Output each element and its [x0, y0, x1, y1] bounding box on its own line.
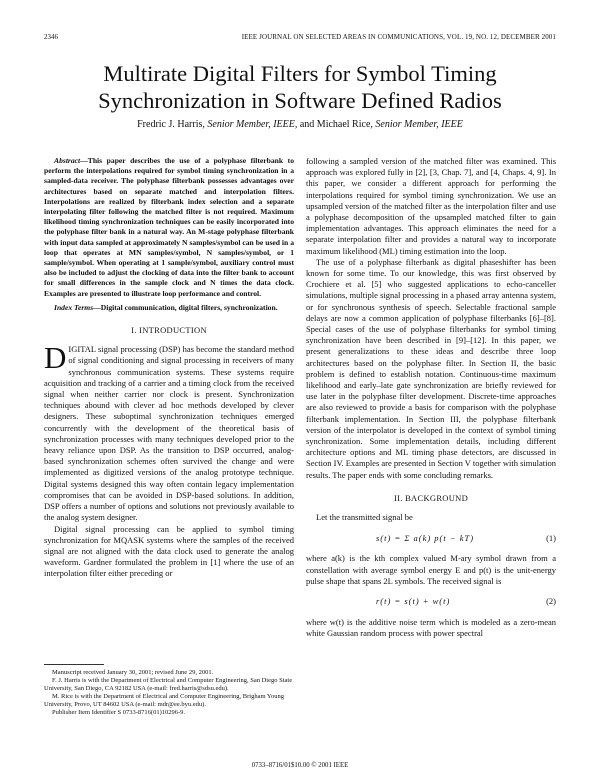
journal-name: IEEE JOURNAL ON SELECTED AREAS IN COMMUNICATIONS, VOL. 19, NO. 12, DECEMBER 2001 [241, 33, 556, 41]
intro-paragraph-2: Digital signal processing can be applied to symbol timing synchronization for MQASK systems where the samples of the received signal are not aligned with the data clock used to generate the analog waveform. Gardner formulated the problem in [1] where the use of an interpolation filter either preceding or [44, 523, 294, 579]
left-column [44, 156, 294, 580]
equation-2 [306, 591, 556, 613]
intro-paragraph-1-text: IGITAL signal processing (DSP) has become the standard method of signal conditioning and signal processing in receivers of many synchronous communication systems. These systems require acquisition and tracking of a carrier and a timing clock from the received signal when neither carrier nor clock is present. Synchronization techniques abound with clever ad hoc methods developed by clever designers. These suboptimal synchronization techniques emerged concurrently with the development of the theoretical basis of synchronization processes with many techniques developed prior to the heavy reliance upon DSP. As the transition to DSP occurred, analog-based synchronization schemes often survived the change and were implemented as digitized versions of the analog prototype technique. Digital systems designed this way often contain legacy implementation compromises that can be avoided in DSP-based solutions. In addition, DSP offers a number of options and solutions not previously available to the analog system designer. [44, 344, 294, 523]
right-paragraph-3: Let the transmitted signal be [316, 512, 413, 523]
author-1: Fredric J. Harris, [137, 119, 205, 130]
author-1-role: Senior Member, IEEE, [207, 119, 298, 130]
title-line-1: Multirate Digital Filters for Symbol Timing [103, 61, 497, 86]
section-heading-introduction: I. INTRODUCTION [131, 325, 207, 336]
page-number: 2346 [44, 33, 58, 41]
abstract [44, 156, 294, 313]
equation-1-number: (1) [546, 532, 556, 543]
section-heading-background: II. BACKGROUND [393, 492, 469, 503]
equation-1-body: s(t) = Σ a(k) p(t − kT) [376, 532, 475, 543]
author-2: and Michael Rice, [299, 119, 373, 130]
equation-1 [306, 527, 556, 549]
right-paragraph-4: where a(k) is the kth complex valued M-ary symbol drawn from a constellation with average symbol energy E and p(t) is the unit-energy pulse shape that spans 2L symbols. The received signal is [306, 553, 556, 586]
right-paragraph-5: where w(t) is the additive noise term which is modeled as a zero-mean white Gaussian random process with power spectral [306, 616, 556, 639]
footnote-4: Publisher Item Identifier S 0733-8716(01)10296-9. [52, 709, 186, 717]
running-header [44, 33, 556, 45]
authors [40, 119, 560, 130]
abstract-label: Abstract [54, 156, 81, 165]
index-terms-label: Index Terms [54, 302, 94, 312]
intro-paragraph-1 [44, 340, 294, 523]
footnote-3: M. Rice is with the Department of Electrical and Computer Engineering, Brigham Young University, Provo, UT 84602 USA (e-mail: mdr@ee.byu.edu). [44, 693, 284, 709]
abstract-text: —This paper describes the use of a polyphase filterbank to perform the interpolations required for symbol timing synchronization in a sampled-data receiver. The polyphase filterbank possesses advantages over architectures based on separate matched and interpolation filters. Interpolations are realized by filterbank index selection and a separate interpolating filter following the matched filter is not required. Maximum likelihood timing synchronization techniques can be easily incorporated into the polyphase filter bank in a natural way. An M-stage polyphase filterbank with input data sampled at approximately N samples/symbol can be used in a loop that operates at MN samples/symbol, N samples/symbol, or 1 sample/symbol. When operating at 1 sample/symbol, auxiliary control must also be included to adjust the clocking of data into the filter bank to account for small differences in the sample clock and N times the data clock. Examples are presented to illustrate loop performance and control. [44, 156, 294, 298]
author-2-role: Senior Member, IEEE [375, 119, 463, 130]
right-column [306, 156, 556, 639]
index-terms-text: —Digital communication, digital filters, synchronization. [93, 302, 278, 312]
copyright-footer: 0733–8716/01$10.00 © 2001 IEEE [251, 762, 349, 769]
footnote-rule [44, 664, 104, 665]
footnotes [44, 664, 294, 718]
paper-title [40, 60, 560, 114]
right-paragraph-2: The use of a polyphase filterbank as digital phaseshifter has been known for some time. To our knowledge, this was first observed by Crochiere et al. [5] who suggested applications to echo-canceller simulations, multiple signal processing in a phased array antenna system, or for synchronous synthesis of speech. Selectable fractional sample delays are now a common application of polyphase filterbanks [6]–[8]. Special cases of the use of polyphase filterbanks for symbol timing synchronization have been described in [9]–[12]. In this paper, we present generalizations to these ideas and describe three loop architectures based on the polyphase filter. In Section II, the basic problem is defined to establish notation. Continuous-time maximum likelihood and early–late gate synchronization are briefly reviewed for use later in the polyphase filter development. Discrete-time approaches are also reviewed to provide a basis for comparison with the polyphase filterbank implementation. In Section III, the polyphase filterbank version of the interpolator is developed in the context of symbol timing synchronization. Some implementation details, including different architecture options and ML timing phase detectors, are discussed in Section IV. Examples are presented in Section V together with simulation results. The paper ends with some concluding remarks. [306, 256, 556, 480]
title-line-2: Synchronization in Software Defined Radios [98, 88, 502, 113]
equation-2-number: (2) [546, 596, 556, 607]
footnote-2: F. J. Harris is with the Department of Electrical and Computer Engineering, San Diego State University, San Diego, CA 92182 USA (e-mail: fred.harris@sdsu.edu). [44, 677, 293, 693]
drop-cap: D [44, 340, 67, 376]
footnote-1: Manuscript received January 30, 2001; revised June 29, 2001. [52, 669, 214, 676]
equation-2-body: r(t) = s(t) + w(t) [376, 596, 451, 607]
right-paragraph-1: following a sampled version of the matched filter was examined. This approach was explored fully in [2], [3, Chap. 7], and [4, Chaps. 4, 9]. In this paper, we consider a different approach for performing the interpolations required for symbol timing synchronization. We use an upsampled version of the matched filter as the interpolation filter and use a polyphase decomposition of the upsampled matched filter to gain implementation advantages. This approach eliminates the need for a separate interpolation filter and provides a natural way to incorporate maximum likelihood (ML) timing estimation into the loop. [306, 156, 556, 256]
